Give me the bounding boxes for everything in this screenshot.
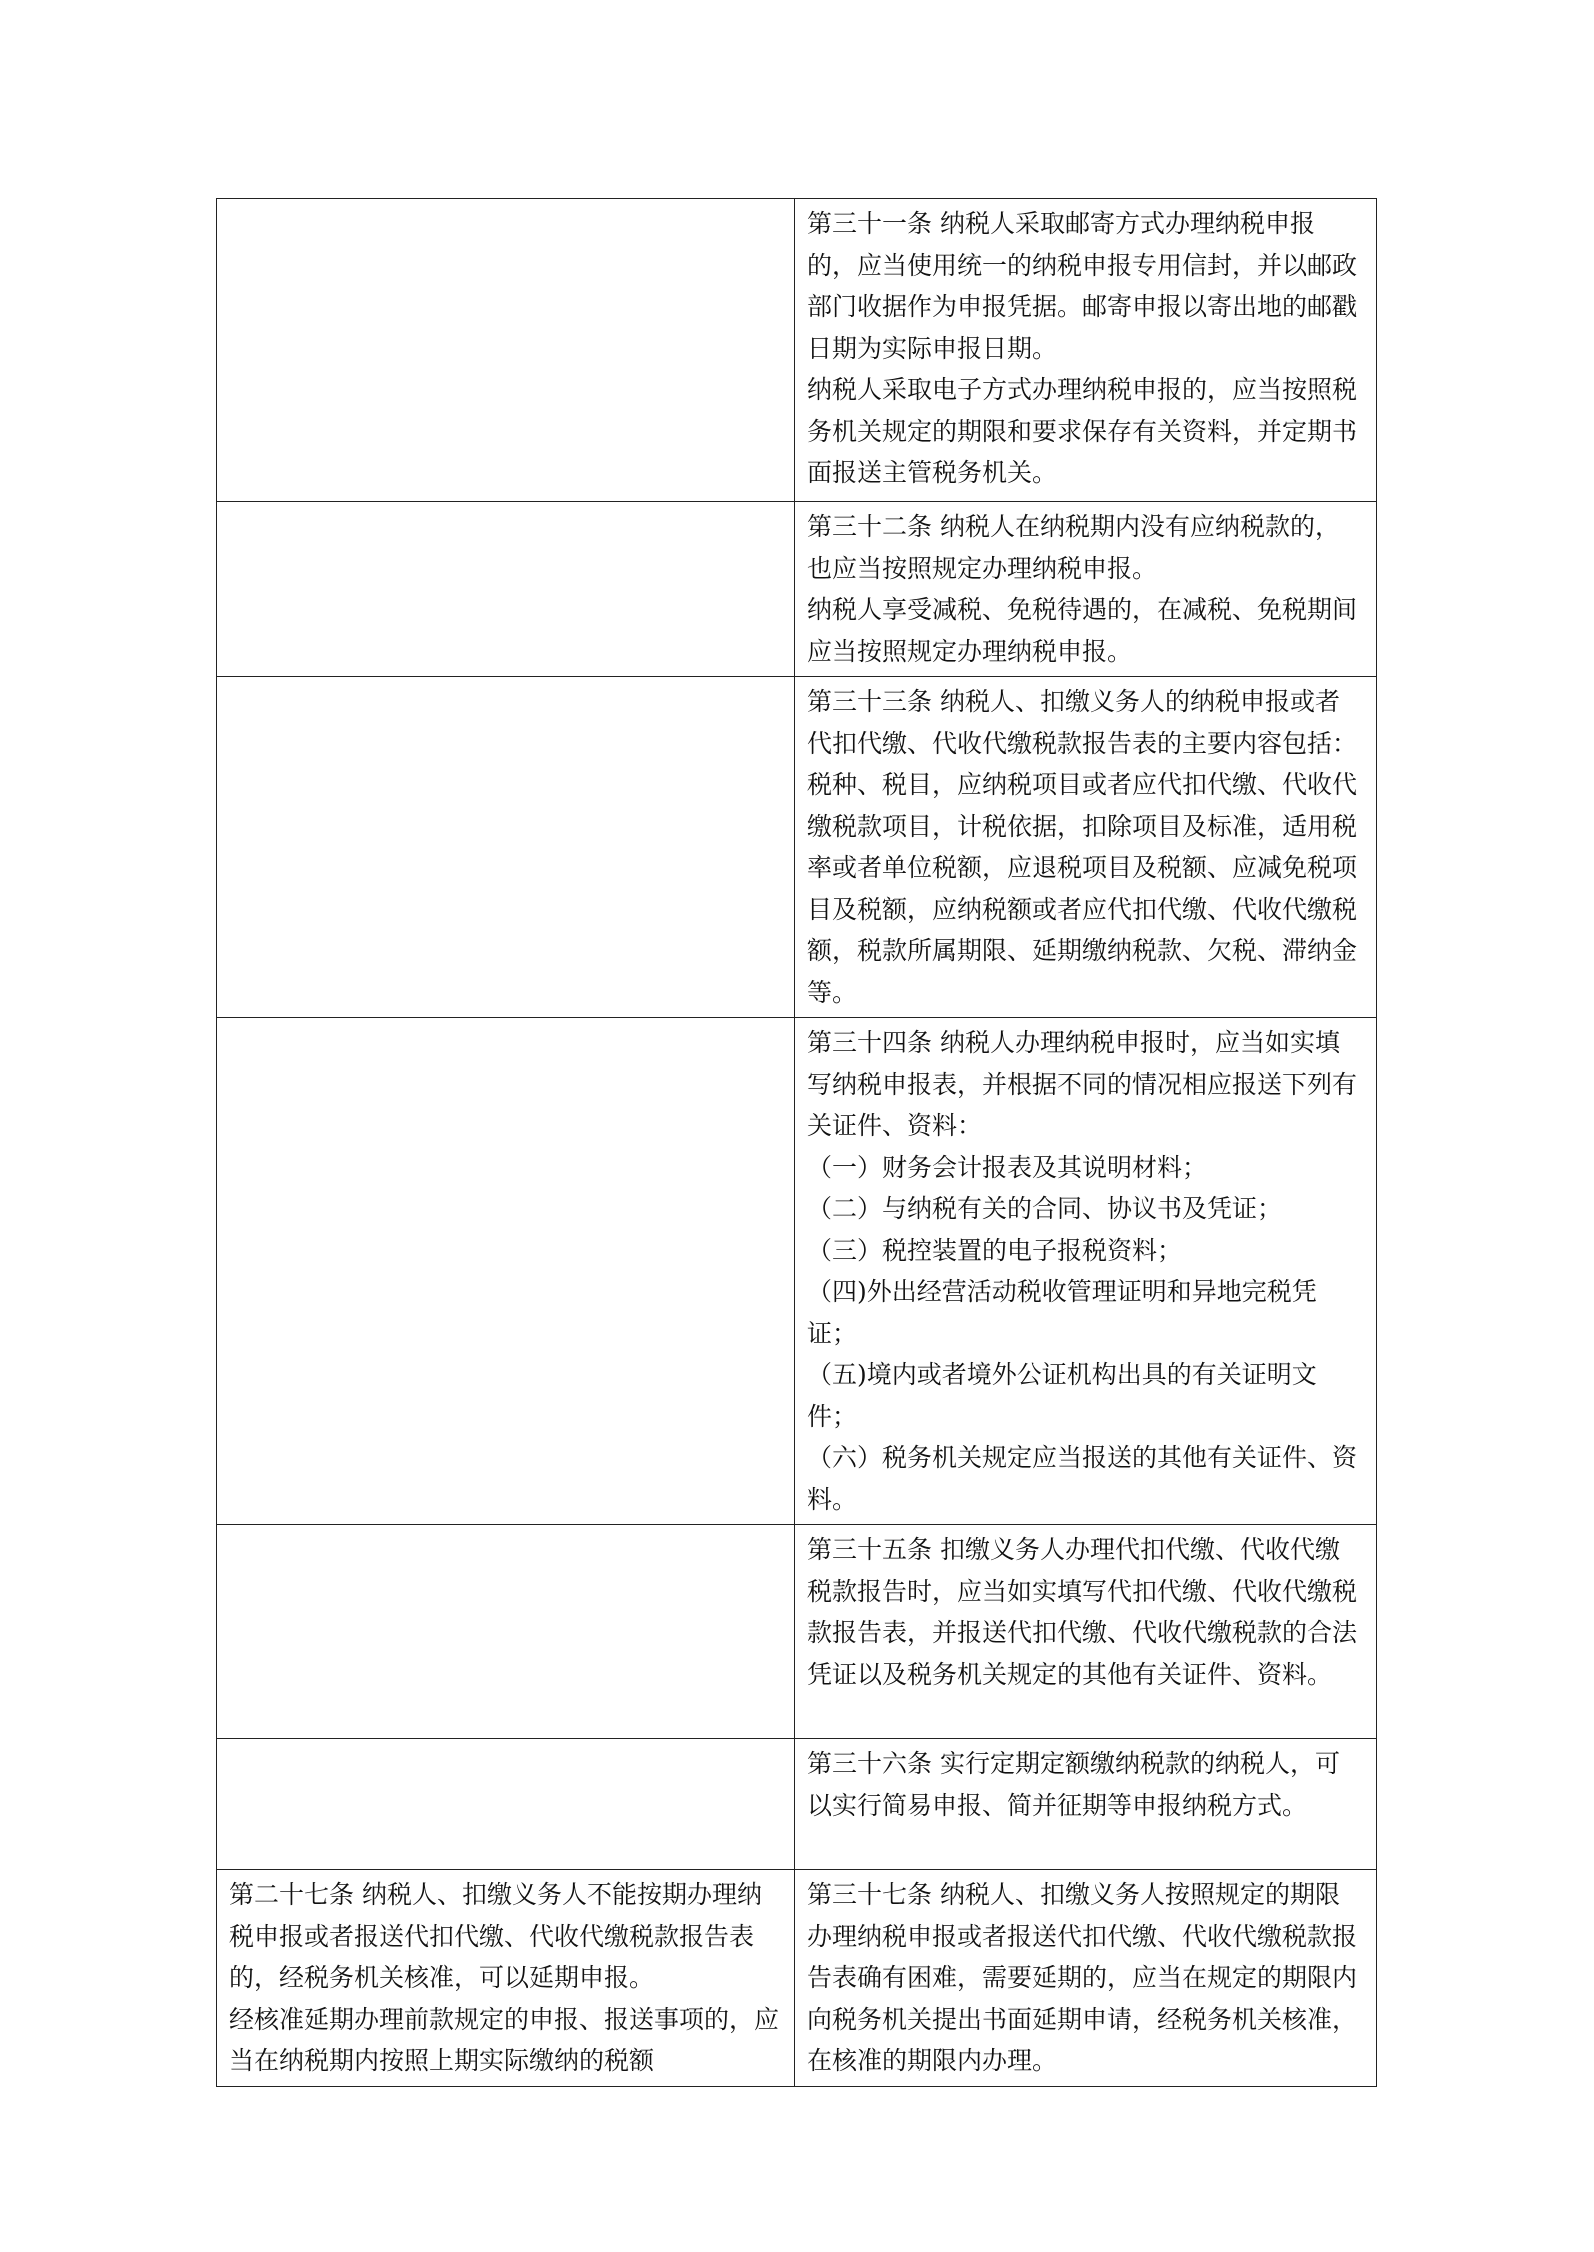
right-cell [795, 1739, 1377, 1870]
list-item: （五)境内或者境外公证机构出具的有关证明文件； [807, 1360, 1317, 1431]
table-row [217, 502, 1377, 677]
list-item: （二）与纳税有关的合同、协议书及凭证； [807, 1194, 1283, 1223]
article-paragraph: 纳税人采取电子方式办理纳税申报的，应当按照税务机关规定的期限和要求保存有关资料，并定期书面报送主管税务机关。 [807, 375, 1358, 487]
article-paragraph: 第三十五条 扣缴义务人办理代扣代缴、代收代缴税款报告时，应当如实填写代扣代缴、代收代缴税款报告表，并报送代扣代缴、代收代缴税款的合法凭证以及税务机关规定的其他有关证件、资料。 [807, 1535, 1358, 1689]
table-row [217, 1870, 1377, 2087]
list-item: （三）税控装置的电子报税资料； [807, 1235, 1183, 1265]
table-row [217, 1018, 1377, 1525]
right-cell [795, 1525, 1377, 1739]
left-cell [217, 1018, 795, 1525]
article-paragraph: 第三十一条 纳税人采取邮寄方式办理纳税申报的，应当使用统一的纳税申报专用信封，并以邮政部门收据作为申报凭据。邮寄申报以寄出地的邮戳日期为实际申报日期。 [807, 209, 1358, 363]
left-cell [217, 199, 795, 502]
left-cell [217, 1739, 795, 1870]
right-cell [795, 199, 1377, 502]
comparison-table [216, 198, 1377, 2087]
right-cell [795, 677, 1377, 1018]
list-item: （一）财务会计报表及其说明材料； [807, 1152, 1208, 1182]
left-cell [217, 1525, 795, 1739]
article-paragraph: 第三十二条 纳税人在纳税期内没有应纳税款的，也应当按照规定办理纳税申报。 [807, 512, 1340, 583]
left-cell [217, 502, 795, 677]
article-paragraph: 第三十四条 纳税人办理纳税申报时，应当如实填写纳税申报表，并根据不同的情况相应报送下列有关证件、资料： [807, 1028, 1358, 1140]
right-cell [795, 1018, 1377, 1525]
table-row [217, 677, 1377, 1018]
left-cell [217, 677, 795, 1018]
article-paragraph: 第三十六条 实行定期定额缴纳税款的纳税人，可以实行简易申报、简并征期等申报纳税方式。 [807, 1749, 1340, 1820]
article-paragraph: 第三十七条 纳税人、扣缴义务人按照规定的期限办理纳税申报或者报送代扣代缴、代收代缴税款报告表确有困难，需要延期的，应当在规定的期限内向税务机关提出书面延期申请，经税务机关核准，在核准的期限内办理。 [807, 1880, 1358, 2075]
table-row [217, 1525, 1377, 1739]
table-row [217, 199, 1377, 502]
article-paragraph: 经核准延期办理前款规定的申报、报送事项的，应当在纳税期内按照上期实际缴纳的税额 [229, 2004, 780, 2075]
left-cell [217, 1870, 795, 2087]
article-paragraph: 第二十七条 纳税人、扣缴义务人不能按期办理纳税申报或者报送代扣代缴、代收代缴税款报告表的，经税务机关核准，可以延期申报。 [229, 1880, 762, 1992]
right-cell [795, 502, 1377, 677]
list-item: （六）税务机关规定应当报送的其他有关证件、资料。 [807, 1443, 1358, 1514]
list-item: （四)外出经营活动税收管理证明和异地完税凭证； [807, 1277, 1317, 1348]
table-row [217, 1739, 1377, 1870]
right-cell [795, 1870, 1377, 2087]
article-paragraph: 纳税人享受减税、免税待遇的，在减税、免税期间应当按照规定办理纳税申报。 [807, 595, 1358, 666]
article-paragraph: 第三十三条 纳税人、扣缴义务人的纳税申报或者代扣代缴、代收代缴税款报告表的主要内容包括：税种、税目，应纳税项目或者应代扣代缴、代收代缴税款项目，计税依据，扣除项目及标准，适用税率或者单位税额，应退税项目及税额、应减免税项目及税额，应纳税额或者应代扣代缴、代收代缴税额，税款所属期限、延期缴纳税款、欠税、滞纳金等。 [807, 687, 1358, 1007]
